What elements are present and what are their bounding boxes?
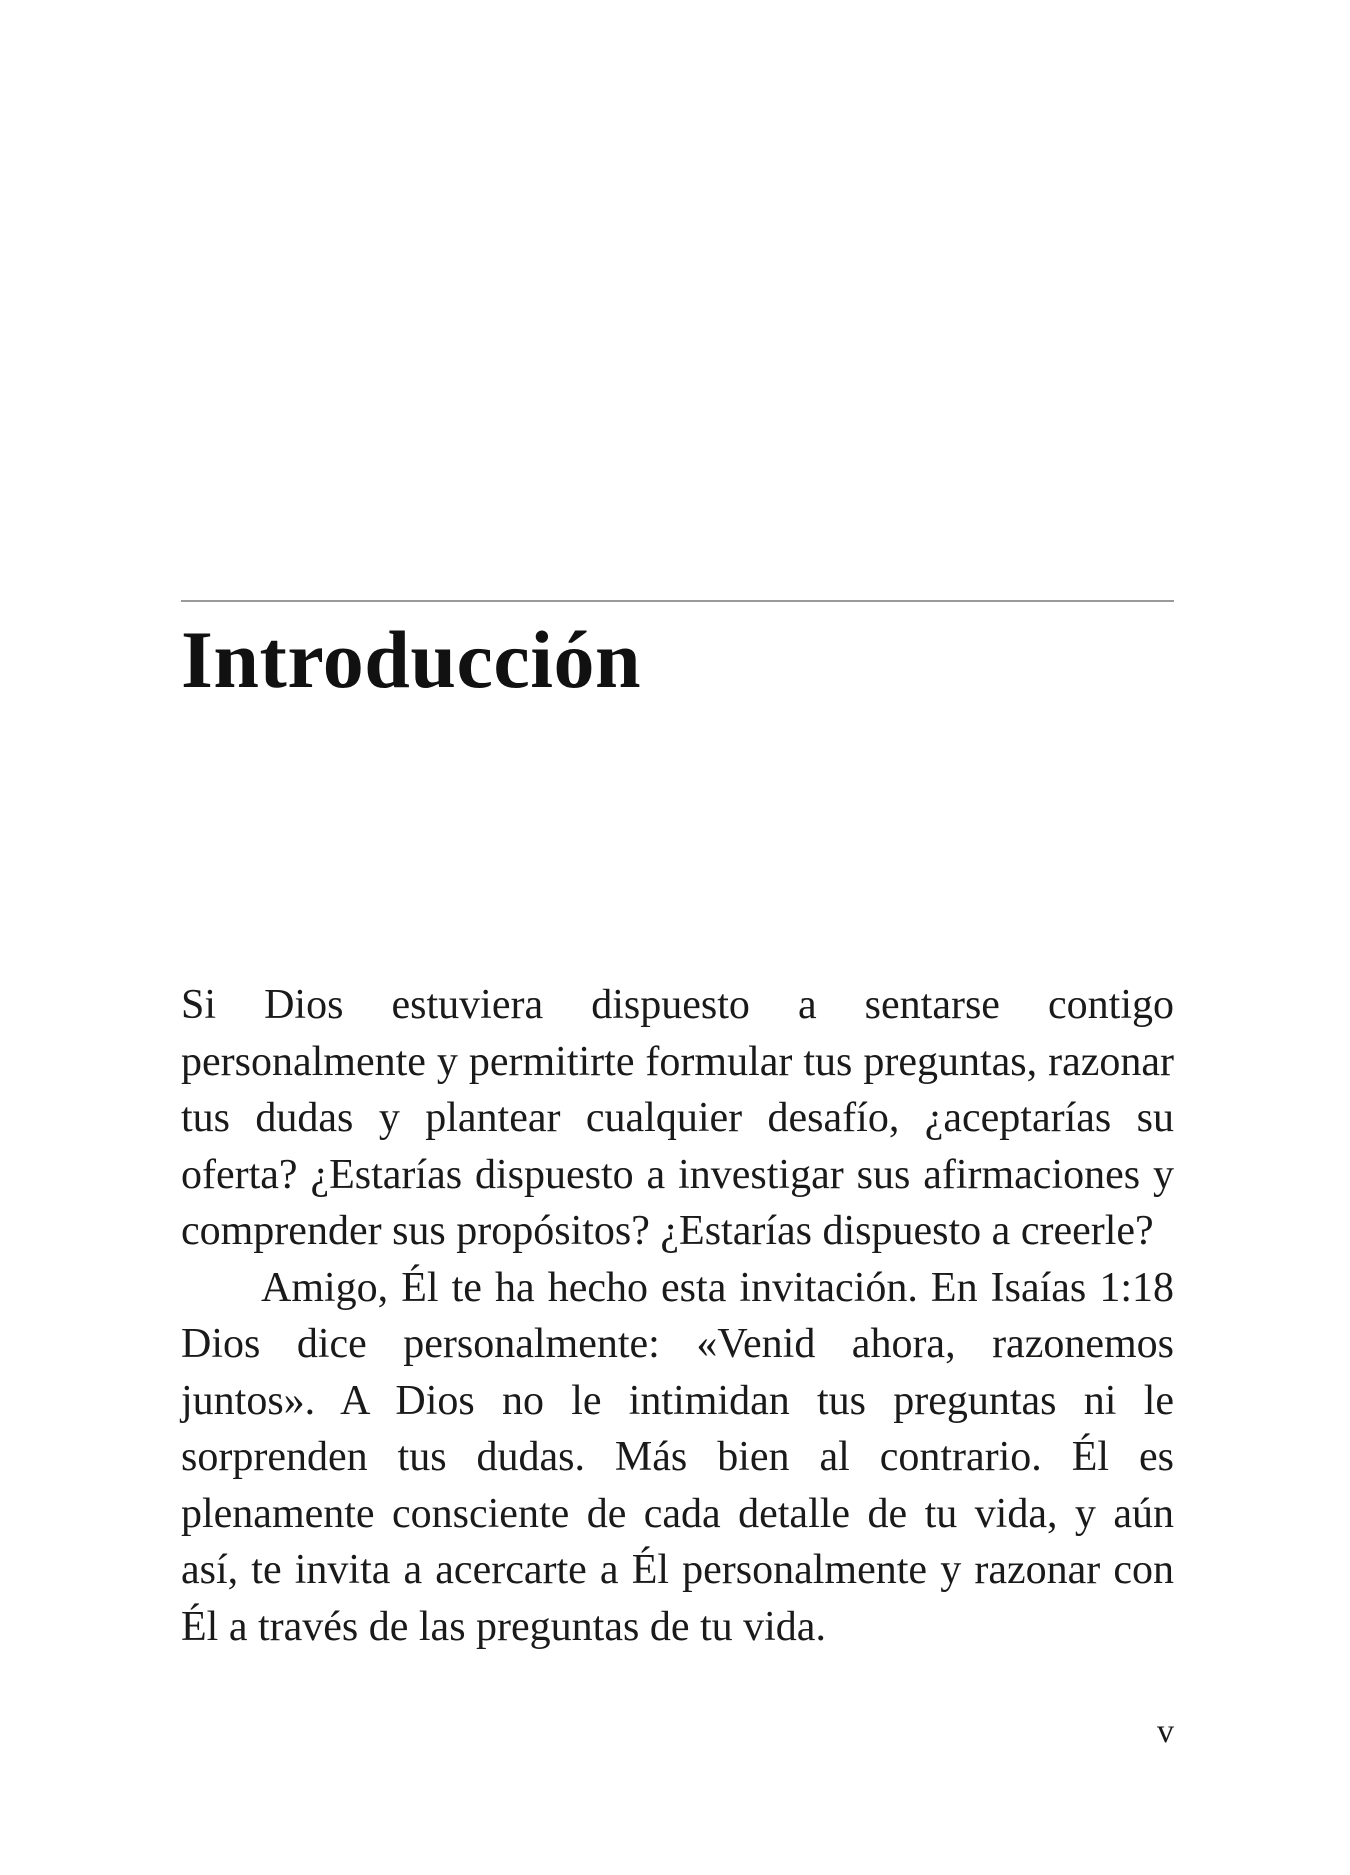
body-text xyxy=(181,977,1174,1655)
paragraph-2: Amigo, Él te ha hecho esta invitación. En Isaías 1:18 Dios dice personalmente: «Venid ahora, razonemos juntos». A Dios no le intimidan tus preguntas ni le sorprenden tus dudas. Más bien al contrario. Él es plenamente consciente de cada detalle de tu vida, y aún así, te invita a acercarte a Él personalmente y razonar con Él a través de las preguntas de tu vida. xyxy=(181,1264,1174,1650)
page-number: v xyxy=(1157,1713,1174,1750)
chapter-title-rule xyxy=(181,600,1174,602)
paragraph-1: Si Dios estuviera dispuesto a sentarse contigo personalmente y permitirte formular tus preguntas, razonar tus dudas y plantear cualquier desafío, ¿aceptarías su oferta? ¿Estarías dispuesto a investigar sus afirmaciones y comprender sus propósitos? ¿Estarías dispuesto a creerle? xyxy=(181,982,1174,1254)
chapter-title: Introducción xyxy=(181,614,642,705)
